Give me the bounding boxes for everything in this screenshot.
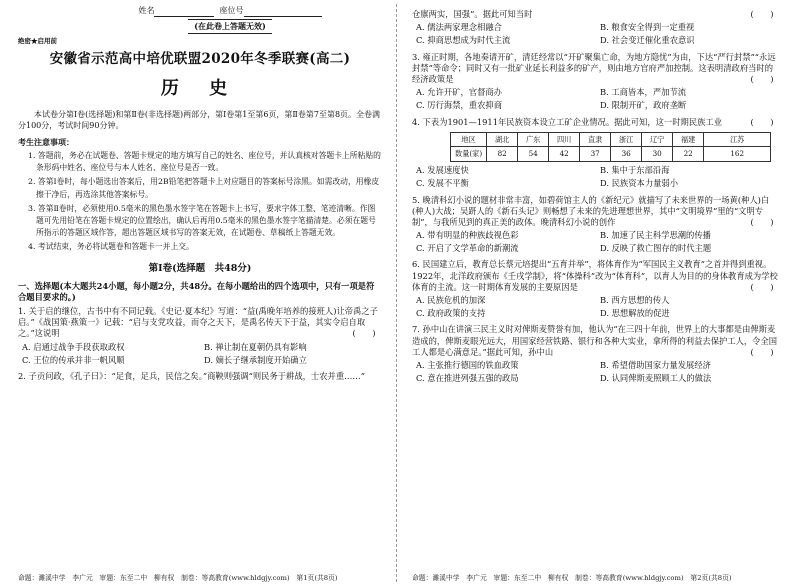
answer-paren: ( ) [352,328,376,339]
question-stem: 6. 民国建立后，教育总长蔡元培提出“五育并举”，将体育作为“军国民主义教育”之首并得到重视。1922年，北洋政府颁布《壬戌学制》，将“体操科”改为“体育科”，以育人为目的的身体教育成为学校体育的主流。这一时期体育发展的主要原因是 [412,259,778,292]
table-cell: 直隶 [580,132,611,147]
secret-label: 绝密★启用前 [18,36,57,45]
question-stem: 4. 下表为1901—1911年民族资本设立工矿企业情况。据此可知，这一时期民族工业 [412,116,722,127]
enterprise-table [450,132,771,162]
note-item: 4. 考试结束，务必将试题卷和答题卡一并上交。 [28,241,194,251]
page-1 [0,0,396,588]
answer-paren: ( ) [750,346,774,357]
option-c: C. 政府政策的支持 [416,308,486,319]
option-c: C. 发展不平衡 [416,178,469,189]
answer-paren: ( ) [750,216,774,227]
table-cell: 辽宁 [642,132,673,147]
option-c: C. 王位的传承并非一帆风顺 [22,354,125,365]
option-c: C. 厉行海禁，重农抑商 [416,100,502,111]
option-a: A. 儒法两家理念相融合 [416,22,502,33]
answer-paren: ( ) [750,116,774,127]
question-3 [412,52,780,86]
option-a: A. 主张推行德国的铁血政策 [416,359,519,370]
exam-subject: 历 史 [160,77,240,99]
question-stem: 3. 雍正时期，各地奏请开矿，清廷经常以“开矿聚集亡命，为地方隐忧”为由，下达“严行封禁”“永远封禁”等命令；同时又有一批矿业延长利益多的矿产，则由地方官府严加控制。这表明清政府当时的经济政策是 [412,51,776,84]
question-5 [412,195,780,229]
question-stem: 2. 子贡问政，《孔子曰》：“足食，足兵，民信之矣。”商鞅则强调“则民务于耕战，士农并重……” [18,371,365,382]
option-b: B. 粮食安全得到一定重视 [600,22,695,33]
volume-title: 第Ⅰ卷(选择题 共48分) [148,262,252,274]
note-item: 3. 答第Ⅱ卷时，必须使用0.5毫米的黑色墨水签字笔在答题卡上书写，要求字体工整、笔迹清晰。作图题可先用铅笔在答题卡规定的位置绘出，确认后再用0.5毫米的黑色墨水签字笔描清楚。必须在题号所指示的答题区域作答，超出答题区域书写的答案无效，在试题卷、草稿纸上答题无效。 [28,203,376,237]
question-1 [18,306,382,340]
table-cell: 82 [487,147,518,162]
table-cell: 54 [518,147,549,162]
table-cell: 162 [704,147,771,162]
option-d: D. 限制开矿，政府垄断 [600,100,687,111]
option-a: A. 启通过战争手段获取政权 [22,341,125,352]
options-q3 [412,87,780,113]
question-stem: 1. 关于启的继位，古书中有不同记载。《史记·夏本纪》写道：“益(禹晚年培养的接班人)让帝禹之子启。”《战国策·燕策一》记载：“启与支党攻益，而夺之天下，是禹名传天下于益，其实令启自取之。”这说明 [18,306,378,339]
option-d: D. 思想解放的促进 [600,308,670,319]
table-cell: 30 [642,147,673,162]
option-b: B. 西方思想的传人 [600,295,670,305]
table-cell: 江苏 [704,132,771,147]
table-cell: 福建 [673,132,704,147]
options-q5 [412,230,780,256]
answer-paren: ( ) [750,73,774,84]
table-cell: 浙江 [611,132,642,147]
options-q7 [412,360,780,386]
option-d: D. 认同俾斯麦照顾工人的做法 [600,373,712,384]
answer-paren: ( ) [750,281,774,292]
table-cell: 36 [611,147,642,162]
option-d: D. 社会变迁催化重农意识 [600,35,695,46]
option-b: B. 加速了民主科学思潮的传播 [600,230,711,241]
notes-heading: 考生注意事项： [18,137,74,148]
page-footer: 命题：濉溪中学 李广元 审题：东至二中 柳有权 制卷：等高教育(www.hldgjy.com) 第2页(共8页) [412,573,732,582]
answer-paren: ( ) [750,9,774,19]
question-4 [412,117,780,128]
note-item: 2. 答第Ⅰ卷时，每小题选出答案后，用2B铅笔把答题卡上对应题目的答案标号涂黑。如需改动，用橡皮擦干净后，再选涂其他答案标号。 [28,177,380,199]
exam-title: 安徽省示范高中培优联盟2020年冬季联赛(高二) [49,51,351,68]
option-a: A. 民族危机的加深 [416,295,486,305]
table-cell: 地区 [451,132,487,147]
question-stem: 仓廪两实，国强”。据此可知当时 [412,9,533,19]
options-q1 [18,342,382,368]
question-stem: 7. 孙中山在讲演三民主义时对俾斯麦赞誉有加，他认为“在三四十年前，世界上的大事都是由俾斯麦造成的，俾斯麦眼光远大，用国家经营铁路、银行和各种大实业，拿所得的利益去保护工人，令全国工人都是心满意足。”据此可知，孙中山 [412,324,778,357]
exam-intro: 本试卷分第Ⅰ卷(选择题)和第Ⅱ卷(非选择题)两部分，第Ⅰ卷第1至第6页，第Ⅱ卷第7至第8页。全卷满分100分，考试时间90分钟。 [18,109,381,130]
name-label: 姓名 [138,6,155,15]
page-2 [398,0,794,588]
question-2-cont [412,9,780,20]
candidate-info-line [78,6,382,17]
option-a: A. 允许开矿，官督商办 [416,87,502,98]
option-b: B. 工商皆本，严加节流 [600,87,687,98]
table-cell: 四川 [549,132,580,147]
table-cell: 22 [673,147,704,162]
section-title: 一、选择题(本大题共24小题，每小题2分，共48分。在每小题给出的四个选项中，只有一项是符合题目要求的。) [18,280,375,302]
options-q4 [412,165,780,191]
table-cell: 湖北 [487,132,518,147]
question-7 [412,324,780,358]
table-cell: 37 [580,147,611,162]
question-stem: 5. 晚清科幻小说的题材非常丰富，如碧荷馆主人的《新纪元》就描写了未来世界的一场黄(种人)白(种人)大战；吴趼人的《新石头记》则畅想了未来的先进理想世界，其中“文明境界”里的“文明专制”，与我所见到的真正美的政体。晚清科幻小说的创作 [412,194,770,227]
question-2 [18,371,382,382]
option-c: C. 意在推进列强五强的政局 [416,373,519,384]
option-b: B. 集中于东部沿海 [600,165,670,176]
seat-blank [244,7,322,17]
table-row [451,147,771,162]
table-cell: 42 [549,147,580,162]
option-b: B. 禅让制在夏朝仍具有影响 [204,341,307,352]
seat-label: 座位号 [219,6,244,15]
options-q6 [412,295,780,321]
option-d: D. 反映了救亡图存的时代主题 [600,243,712,254]
options-q2 [412,22,780,48]
question-6 [412,259,780,293]
page-footer: 命题：濉溪中学 李广元 审题：东至二中 柳有权 制卷：等高教育(www.hldgjy.com) 第1页(共8页) [18,573,338,582]
option-d: D. 民族资本力量弱小 [600,178,679,189]
option-b: B. 希望借助国家力量发展经济 [600,359,711,370]
table-cell: 广东 [518,132,549,147]
name-blank [154,7,214,17]
option-c: C. 开启了文学革命的新潮流 [416,243,519,254]
no-answer-wrap [78,17,382,34]
option-c: C. 抑商思想成为时代主流 [416,35,511,46]
no-answer-note: (在此卷上答题无效) [188,19,272,34]
option-a: A. 带有明显的种族歧视色彩 [416,230,519,241]
table-header-row [451,132,771,147]
note-item: 1. 答题前，务必在试题卷、答题卡规定的地方填写自己的姓名、座位号，并认真核对答题卡上所粘贴的条形码中姓名、座位号与本人姓名、座位号是否一致。 [28,151,381,173]
table-cell: 数量(家) [451,147,487,162]
option-a: A. 发展速度快 [416,165,469,176]
option-d: D. 嫡长子继承制度开始确立 [204,354,307,365]
